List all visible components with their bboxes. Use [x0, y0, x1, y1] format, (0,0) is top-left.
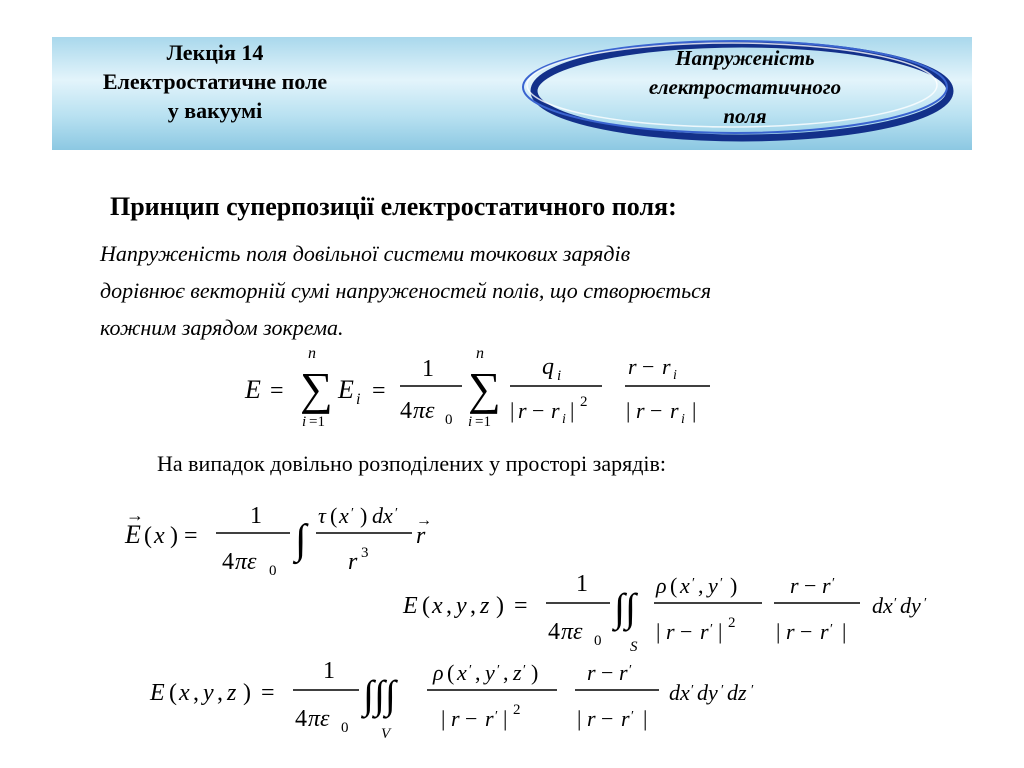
svg-text:x: x: [154, 523, 165, 549]
svg-text:r: r: [621, 706, 630, 731]
svg-text:→: →: [126, 505, 144, 525]
svg-text:r: r: [587, 706, 596, 731]
svg-text:=: =: [270, 378, 284, 404]
svg-text:r: r: [587, 660, 596, 685]
svg-text:r: r: [700, 619, 709, 644]
svg-text:,: ,: [193, 680, 199, 706]
svg-text:|: |: [570, 398, 575, 423]
svg-text:,: ,: [475, 660, 481, 685]
svg-text:r: r: [670, 398, 679, 423]
svg-text:(: (: [144, 523, 152, 549]
svg-text:x: x: [680, 573, 690, 598]
svg-text:′: ′: [710, 622, 714, 637]
svg-text:4: 4: [222, 549, 234, 575]
svg-text:r: r: [820, 619, 829, 644]
svg-text:r: r: [485, 706, 494, 731]
svg-text:′: ′: [830, 622, 834, 637]
lecture-subject: Електростатичне поле: [102, 69, 328, 94]
superposition-paragraph: [100, 235, 910, 346]
distributed-charges-subheading: На випадок довільно розподілених у просторі зарядів:: [157, 451, 667, 476]
svg-text:n: n: [308, 345, 316, 362]
svg-text:i: i: [356, 391, 361, 408]
svg-text:x: x: [179, 680, 190, 706]
svg-text:E: E: [125, 520, 141, 549]
svg-text:∫∫: ∫∫: [614, 585, 636, 630]
svg-text:r: r: [786, 619, 795, 644]
svg-text:2: 2: [728, 615, 736, 631]
svg-text:z: z: [513, 660, 522, 685]
svg-text:(: (: [169, 680, 177, 706]
svg-text:2: 2: [513, 702, 521, 718]
section-heading: Принцип суперпозиції електростатичного поля:: [110, 192, 677, 221]
svg-text:r: r: [628, 354, 637, 379]
svg-text:′: ′: [469, 663, 473, 678]
lecture-number: Лекція 14: [166, 40, 264, 65]
svg-text:−: −: [601, 706, 614, 731]
svg-text:y: y: [708, 573, 718, 598]
svg-text:−: −: [642, 354, 655, 379]
svg-text:3: 3: [361, 545, 369, 561]
svg-text:′: ′: [495, 709, 499, 724]
svg-text:′: ′: [497, 663, 501, 678]
svg-text:2: 2: [580, 394, 588, 410]
svg-text:1: 1: [576, 571, 588, 597]
svg-text:|: |: [643, 706, 648, 731]
svg-text:,: ,: [698, 573, 704, 598]
svg-text:−: −: [465, 706, 478, 731]
svg-text:|: |: [503, 706, 508, 731]
svg-text:E: E: [338, 375, 354, 404]
svg-text:y: y: [456, 593, 467, 619]
svg-text:dz: dz: [727, 680, 747, 705]
svg-text:x: x: [457, 660, 467, 685]
svg-text:E: E: [150, 680, 165, 706]
svg-text:E: E: [245, 375, 261, 404]
svg-text:dx: dx: [372, 503, 393, 528]
svg-text:): ): [243, 680, 251, 706]
svg-text:1: 1: [323, 658, 335, 684]
svg-text:=: =: [184, 523, 198, 549]
svg-text:(: (: [330, 503, 338, 528]
svg-text:∫∫∫: ∫∫∫: [363, 672, 396, 717]
svg-text:ρ: ρ: [656, 573, 667, 598]
topic-line-1: Напруженість: [675, 46, 815, 70]
svg-text:′: ′: [721, 683, 725, 698]
svg-text:q: q: [542, 354, 554, 380]
svg-text:dx: dx: [872, 593, 893, 618]
svg-text:′: ′: [351, 506, 355, 521]
svg-text:−: −: [601, 660, 614, 685]
svg-text:=: =: [261, 680, 275, 706]
svg-text:′: ′: [691, 683, 695, 698]
svg-text:πε: πε: [413, 398, 435, 424]
topic-line-2: електростатичного: [648, 75, 842, 99]
svg-text:): ): [496, 593, 504, 619]
svg-text:−: −: [804, 573, 817, 598]
svg-text:,: ,: [503, 660, 509, 685]
svg-text:πε: πε: [561, 619, 583, 645]
svg-text:): ): [170, 523, 178, 549]
svg-text:|: |: [776, 619, 781, 644]
formula-surface-charge: [398, 565, 958, 660]
lecture-subject-cont: у вакуумі: [167, 98, 263, 123]
svg-text:,: ,: [446, 593, 452, 619]
svg-text:i: i: [673, 368, 677, 383]
svg-text:1: 1: [422, 356, 434, 382]
svg-text:τ: τ: [318, 503, 326, 528]
svg-text:r: r: [822, 573, 831, 598]
svg-text:0: 0: [445, 412, 453, 428]
svg-text:0: 0: [341, 720, 349, 736]
svg-text:−: −: [650, 398, 663, 423]
svg-text:z: z: [480, 593, 490, 619]
svg-text:→: →: [416, 512, 432, 529]
svg-text:πε: πε: [308, 706, 330, 732]
svg-text:|: |: [626, 398, 631, 423]
svg-text:−: −: [800, 619, 813, 644]
svg-text:∑: ∑: [300, 363, 333, 414]
svg-text:i: i: [468, 414, 473, 430]
svg-text:i: i: [681, 412, 685, 427]
svg-text:i: i: [557, 368, 562, 384]
svg-text:dy: dy: [900, 593, 921, 618]
svg-text:′: ′: [751, 683, 755, 698]
svg-text:r: r: [790, 573, 799, 598]
svg-text:|: |: [842, 619, 847, 644]
svg-text:): ): [360, 503, 368, 528]
svg-text:n: n: [476, 345, 484, 362]
svg-text:r: r: [416, 523, 426, 549]
svg-text:S: S: [630, 639, 638, 655]
formula-superposition-sum: [240, 340, 720, 435]
svg-text:r: r: [636, 398, 645, 423]
svg-text:z: z: [227, 680, 237, 706]
topic-line-3: поля: [723, 104, 767, 128]
svg-text:′: ′: [692, 576, 696, 591]
svg-text:−: −: [680, 619, 693, 644]
svg-text:|: |: [656, 619, 661, 644]
svg-text:ρ: ρ: [433, 660, 444, 685]
svg-text:′: ′: [395, 506, 399, 521]
svg-text:r: r: [619, 660, 628, 685]
svg-text:′: ′: [894, 596, 898, 611]
formula-volume-charge: [145, 650, 785, 745]
svg-text:): ): [730, 573, 738, 598]
svg-text:E: E: [403, 593, 418, 619]
lecture-title: [80, 38, 350, 125]
svg-text:y: y: [485, 660, 495, 685]
svg-text:r: r: [518, 398, 527, 423]
svg-text:=1: =1: [475, 414, 491, 430]
svg-text:′: ′: [631, 709, 635, 724]
svg-text:=: =: [372, 378, 386, 404]
svg-text:x: x: [339, 503, 349, 528]
svg-text:i: i: [302, 414, 307, 430]
svg-text:V: V: [381, 726, 391, 742]
svg-text:dy: dy: [697, 680, 718, 705]
svg-text:r: r: [551, 398, 560, 423]
svg-text:(: (: [447, 660, 455, 685]
paragraph-line-1: Напруженість поля довільної системи точкових зарядів: [100, 241, 631, 266]
svg-text:,: ,: [217, 680, 223, 706]
svg-text:|: |: [441, 706, 446, 731]
svg-text:4: 4: [400, 398, 412, 424]
svg-text:y: y: [203, 680, 214, 706]
svg-text:|: |: [577, 706, 582, 731]
svg-text:=: =: [514, 593, 528, 619]
paragraph-line-3: кожним зарядом зокрема.: [100, 315, 344, 340]
svg-text:|: |: [692, 398, 697, 423]
svg-text:−: −: [532, 398, 545, 423]
svg-text:i: i: [562, 412, 566, 427]
svg-text:dx: dx: [669, 680, 690, 705]
svg-text:4: 4: [295, 706, 307, 732]
svg-text:1: 1: [250, 503, 262, 529]
svg-text:r: r: [451, 706, 460, 731]
paragraph-line-2: дорівнює векторній сумі напруженостей полів, що створюється: [100, 278, 712, 303]
svg-text:∑: ∑: [468, 363, 501, 414]
svg-text:′: ′: [523, 663, 527, 678]
svg-text:(: (: [670, 573, 678, 598]
svg-text:0: 0: [594, 633, 602, 649]
topic-title: [565, 44, 925, 131]
svg-text:,: ,: [470, 593, 476, 619]
svg-text:): ): [531, 660, 539, 685]
svg-text:∫: ∫: [295, 517, 307, 563]
svg-text:(: (: [422, 593, 430, 619]
svg-text:|: |: [510, 398, 515, 423]
svg-text:x: x: [432, 593, 443, 619]
svg-text:4: 4: [548, 619, 560, 645]
svg-text:|: |: [718, 619, 723, 644]
svg-text:r: r: [348, 549, 358, 575]
svg-text:0: 0: [269, 563, 277, 579]
svg-text:′: ′: [720, 576, 724, 591]
svg-text:r: r: [662, 354, 671, 379]
svg-text:′: ′: [832, 576, 836, 591]
svg-text:=1: =1: [309, 414, 325, 430]
svg-text:′: ′: [924, 596, 928, 611]
svg-text:r: r: [666, 619, 675, 644]
svg-text:πε: πε: [235, 549, 257, 575]
svg-text:′: ′: [629, 663, 633, 678]
